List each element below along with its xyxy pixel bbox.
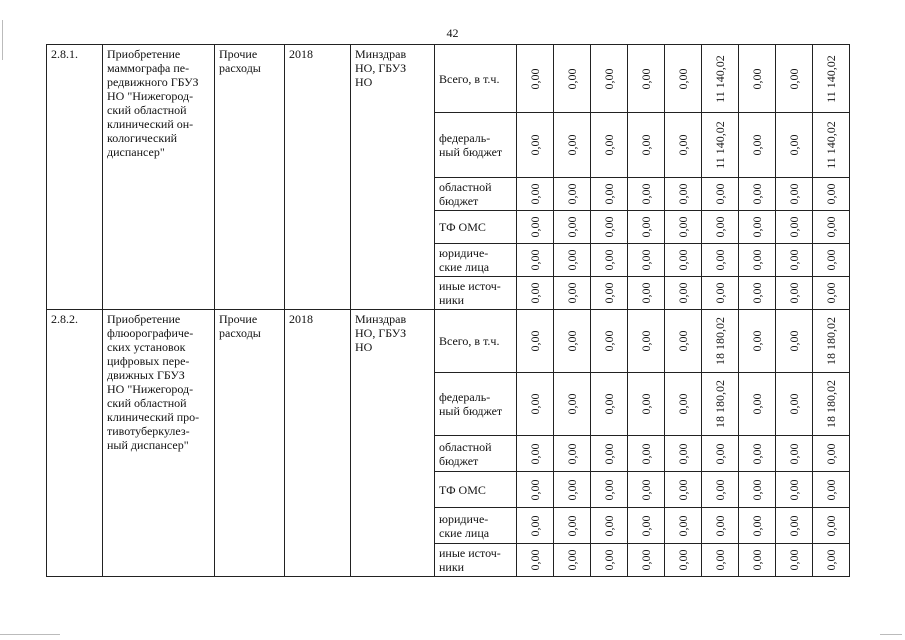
value-text: 0,00 xyxy=(602,216,616,238)
value-cell xyxy=(554,472,591,508)
value-text: 0,00 xyxy=(750,183,764,205)
value-text: 0,00 xyxy=(824,549,838,571)
item-name-line: движных ГБУЗ xyxy=(107,368,185,382)
value-cell xyxy=(517,113,554,178)
value-cell xyxy=(739,508,776,544)
funding-source-line: ники xyxy=(439,560,465,574)
value-text: 0,00 xyxy=(565,443,579,464)
executor-line: Минздрав xyxy=(355,47,407,61)
value-text: 0,00 xyxy=(750,249,764,271)
funding-source-line: федераль- xyxy=(439,131,491,145)
value-text: 0,00 xyxy=(528,249,542,271)
value-cell xyxy=(628,373,665,436)
value-cell xyxy=(628,178,665,211)
value-cell xyxy=(702,508,739,544)
value-cell xyxy=(739,472,776,508)
funding-source-line: бюджет xyxy=(439,194,479,208)
value-text: 0,00 xyxy=(750,549,764,571)
value-text: 11 140,02 xyxy=(713,54,727,103)
expense-type xyxy=(215,45,285,310)
executor-line: Минздрав xyxy=(355,312,407,326)
executor-line: НО xyxy=(355,340,373,354)
value-cell xyxy=(665,244,702,277)
value-text: 0,00 xyxy=(713,282,727,304)
value-cell xyxy=(665,373,702,436)
value-cell xyxy=(517,178,554,211)
funding-source-line: Всего, в т.ч. xyxy=(439,334,500,348)
value-cell xyxy=(554,178,591,211)
value-cell xyxy=(517,472,554,508)
value-text: 0,00 xyxy=(824,282,838,304)
value-text: 0,00 xyxy=(639,443,653,464)
funding-source-line: областной xyxy=(439,180,492,194)
value-text: 18 180,02 xyxy=(824,380,838,428)
value-text: 0,00 xyxy=(602,330,616,352)
funding-source-line: иные источ- xyxy=(439,546,501,560)
value-cell xyxy=(517,45,554,113)
value-cell xyxy=(702,211,739,244)
value-text: 0,00 xyxy=(787,479,801,500)
value-cell xyxy=(665,436,702,472)
value-text: 0,00 xyxy=(787,330,801,352)
value-text: 0,00 xyxy=(602,549,616,571)
funding-source xyxy=(435,211,517,244)
item-name-line: Приобретение xyxy=(107,47,181,61)
value-cell xyxy=(628,211,665,244)
value-cell xyxy=(628,472,665,508)
funding-source xyxy=(435,373,517,436)
funding-source-line: федераль- xyxy=(439,390,491,404)
value-text: 0,00 xyxy=(528,479,542,500)
value-text: 11 140,02 xyxy=(824,54,838,103)
value-text: 0,00 xyxy=(565,134,579,156)
value-text: 0,00 xyxy=(565,330,579,352)
value-text: 0,00 xyxy=(639,68,653,89)
value-cell xyxy=(665,508,702,544)
value-cell xyxy=(776,436,813,472)
value-text: 0,00 xyxy=(676,549,690,571)
value-text: 0,00 xyxy=(565,68,579,89)
item-name-line: ский областной xyxy=(107,396,187,410)
value-cell xyxy=(554,544,591,577)
value-text: 0,00 xyxy=(639,515,653,536)
value-text: 0,00 xyxy=(750,282,764,304)
value-cell xyxy=(628,45,665,113)
value-cell xyxy=(776,244,813,277)
item-name-line: цифровых пере- xyxy=(107,354,190,368)
value-text: 0,00 xyxy=(528,282,542,304)
value-cell xyxy=(739,113,776,178)
item-name-line: ский областной xyxy=(107,103,187,117)
value-cell xyxy=(739,211,776,244)
value-cell xyxy=(776,178,813,211)
value-cell xyxy=(776,472,813,508)
value-cell xyxy=(591,436,628,472)
value-cell xyxy=(517,244,554,277)
value-cell xyxy=(665,310,702,373)
item-number: 2.8.2. xyxy=(47,310,103,577)
value-cell xyxy=(591,244,628,277)
value-cell xyxy=(517,310,554,373)
item-name-line: ских установок xyxy=(107,340,186,354)
value-text: 0,00 xyxy=(565,216,579,238)
value-text: 0,00 xyxy=(713,479,727,500)
value-text: 0,00 xyxy=(639,282,653,304)
value-text: 0,00 xyxy=(713,443,727,464)
funding-source-line: ские лица xyxy=(439,525,490,540)
value-text: 0,00 xyxy=(824,183,838,205)
funding-source xyxy=(435,436,517,472)
value-cell xyxy=(517,211,554,244)
value-cell xyxy=(591,113,628,178)
value-text: 0,00 xyxy=(824,479,838,500)
value-cell xyxy=(628,244,665,277)
value-cell xyxy=(813,472,850,508)
value-text: 0,00 xyxy=(565,183,579,205)
value-cell xyxy=(665,113,702,178)
value-text: 0,00 xyxy=(713,249,727,271)
value-cell xyxy=(517,508,554,544)
value-text: 0,00 xyxy=(639,134,653,156)
value-text: 0,00 xyxy=(824,515,838,536)
value-cell xyxy=(628,310,665,373)
value-text: 0,00 xyxy=(565,249,579,271)
value-text: 0,00 xyxy=(676,443,690,464)
value-text: 0,00 xyxy=(602,282,616,304)
value-text: 0,00 xyxy=(787,249,801,271)
value-cell xyxy=(628,436,665,472)
value-cell xyxy=(813,45,850,113)
item-name-line: флюорографиче- xyxy=(107,326,194,340)
funding-source xyxy=(435,310,517,373)
funding-source-line: ТФ ОМС xyxy=(439,482,486,497)
expense-type-line: Прочие xyxy=(219,312,258,326)
value-cell xyxy=(776,373,813,436)
value-cell xyxy=(591,211,628,244)
item-year: 2018 xyxy=(285,310,351,577)
value-cell xyxy=(813,544,850,577)
value-cell xyxy=(628,508,665,544)
value-text: 0,00 xyxy=(787,216,801,238)
value-text: 0,00 xyxy=(787,443,801,464)
expense-type-line: расходы xyxy=(219,61,261,75)
value-cell xyxy=(813,178,850,211)
value-cell xyxy=(591,277,628,310)
value-text: 0,00 xyxy=(565,282,579,304)
funding-source xyxy=(435,277,517,310)
value-cell xyxy=(665,211,702,244)
value-cell xyxy=(702,113,739,178)
value-text: 0,00 xyxy=(528,134,542,156)
item-name-line: НО "Нижегород- xyxy=(107,89,194,103)
value-cell xyxy=(554,211,591,244)
value-cell xyxy=(702,45,739,113)
funding-source-line: иные источ- xyxy=(439,279,501,293)
value-text: 0,00 xyxy=(602,515,616,536)
item-name-line: НО "Нижегород- xyxy=(107,382,194,396)
table-row xyxy=(47,45,850,113)
funding-source-line: ный бюджет xyxy=(439,145,503,159)
value-cell xyxy=(554,508,591,544)
value-cell xyxy=(628,113,665,178)
value-text: 0,00 xyxy=(787,393,801,415)
funding-source xyxy=(435,472,517,508)
value-text: 0,00 xyxy=(676,515,690,536)
funding-source-line: Всего, в т.ч. xyxy=(439,71,500,86)
funding-source-line: областной xyxy=(439,439,492,454)
value-cell xyxy=(813,436,850,472)
item-name-line: редвижного ГБУЗ xyxy=(107,75,199,89)
value-cell xyxy=(591,373,628,436)
value-cell xyxy=(665,277,702,310)
value-text: 0,00 xyxy=(528,183,542,205)
value-cell xyxy=(702,178,739,211)
budget-table xyxy=(46,44,850,577)
value-cell xyxy=(628,277,665,310)
value-cell xyxy=(591,45,628,113)
value-cell xyxy=(739,178,776,211)
item-name-line: маммографа пе- xyxy=(107,61,190,75)
funding-source-line: ТФ ОМС xyxy=(439,220,486,234)
value-text: 0,00 xyxy=(528,443,542,464)
value-cell xyxy=(517,436,554,472)
value-cell xyxy=(776,211,813,244)
funding-source-line: ный бюджет xyxy=(439,404,503,418)
scan-artifact-line xyxy=(2,20,3,60)
scan-artifact-line xyxy=(880,634,902,635)
value-text: 0,00 xyxy=(528,216,542,238)
value-text: 0,00 xyxy=(787,68,801,89)
scan-artifact-line xyxy=(0,634,60,635)
value-text: 0,00 xyxy=(676,216,690,238)
value-text: 0,00 xyxy=(528,68,542,89)
expense-type-line: Прочие xyxy=(219,47,258,61)
value-text: 0,00 xyxy=(787,183,801,205)
item-name xyxy=(103,310,215,577)
value-text: 0,00 xyxy=(713,183,727,205)
value-cell xyxy=(776,508,813,544)
value-text: 0,00 xyxy=(750,134,764,156)
value-cell xyxy=(591,178,628,211)
value-cell xyxy=(813,310,850,373)
value-cell xyxy=(517,544,554,577)
value-text: 0,00 xyxy=(676,134,690,156)
value-text: 0,00 xyxy=(787,549,801,571)
value-cell xyxy=(554,373,591,436)
value-cell xyxy=(554,310,591,373)
value-text: 0,00 xyxy=(787,134,801,156)
executor xyxy=(351,45,435,310)
value-cell xyxy=(776,277,813,310)
executor-line: НО xyxy=(355,75,373,89)
executor-line: НО, ГБУЗ xyxy=(355,61,407,75)
value-cell xyxy=(554,45,591,113)
value-cell xyxy=(554,436,591,472)
value-text: 0,00 xyxy=(676,68,690,89)
value-cell xyxy=(591,310,628,373)
item-name-line: кологический xyxy=(107,131,178,145)
value-cell xyxy=(665,178,702,211)
value-cell xyxy=(702,544,739,577)
value-cell xyxy=(702,436,739,472)
value-cell xyxy=(813,113,850,178)
value-text: 0,00 xyxy=(602,443,616,464)
value-text: 0,00 xyxy=(787,515,801,536)
value-cell xyxy=(517,277,554,310)
value-cell xyxy=(665,45,702,113)
value-text: 0,00 xyxy=(676,282,690,304)
value-text: 18 180,02 xyxy=(824,317,838,365)
item-name xyxy=(103,45,215,310)
executor-line: НО, ГБУЗ xyxy=(355,326,407,340)
value-text: 0,00 xyxy=(750,515,764,536)
value-text: 0,00 xyxy=(639,479,653,500)
value-cell xyxy=(665,472,702,508)
value-text: 0,00 xyxy=(824,216,838,238)
expense-type-line: расходы xyxy=(219,326,261,340)
value-cell xyxy=(776,45,813,113)
value-text: 0,00 xyxy=(824,249,838,271)
value-text: 0,00 xyxy=(676,393,690,415)
value-cell xyxy=(776,544,813,577)
item-name-line: Приобретение xyxy=(107,312,181,326)
funding-source-line: юридиче- xyxy=(439,511,489,526)
value-cell xyxy=(702,373,739,436)
value-cell xyxy=(776,310,813,373)
value-text: 0,00 xyxy=(565,479,579,500)
value-text: 0,00 xyxy=(602,479,616,500)
value-text: 0,00 xyxy=(565,515,579,536)
value-text: 0,00 xyxy=(713,216,727,238)
value-text: 0,00 xyxy=(602,183,616,205)
item-name-line: тивотуберкулез- xyxy=(107,424,190,438)
value-text: 0,00 xyxy=(676,183,690,205)
value-cell xyxy=(591,544,628,577)
item-name-line: клинический он- xyxy=(107,117,194,131)
value-cell xyxy=(813,244,850,277)
value-cell xyxy=(813,373,850,436)
funding-source xyxy=(435,544,517,577)
value-text: 0,00 xyxy=(750,443,764,464)
item-name-line: клинический про- xyxy=(107,410,200,424)
value-text: 0,00 xyxy=(713,549,727,571)
value-cell xyxy=(554,244,591,277)
value-cell xyxy=(554,277,591,310)
funding-source-line: ские лица xyxy=(439,260,490,274)
value-cell xyxy=(776,113,813,178)
value-cell xyxy=(739,277,776,310)
value-text: 0,00 xyxy=(676,330,690,352)
value-cell xyxy=(702,472,739,508)
table-row xyxy=(47,310,850,373)
value-text: 0,00 xyxy=(713,515,727,536)
value-text: 0,00 xyxy=(602,249,616,271)
funding-source xyxy=(435,178,517,211)
value-text: 0,00 xyxy=(676,479,690,500)
value-text: 0,00 xyxy=(750,216,764,238)
value-cell xyxy=(739,544,776,577)
value-cell xyxy=(739,436,776,472)
value-text: 18 180,02 xyxy=(713,317,727,365)
value-text: 0,00 xyxy=(639,249,653,271)
value-cell xyxy=(591,508,628,544)
funding-source-line: юридиче- xyxy=(439,246,489,260)
value-text: 0,00 xyxy=(750,68,764,89)
value-cell xyxy=(813,277,850,310)
value-text: 0,00 xyxy=(676,249,690,271)
item-name-line: ный диспансер" xyxy=(107,438,189,452)
funding-source xyxy=(435,113,517,178)
executor xyxy=(351,310,435,577)
value-cell xyxy=(702,310,739,373)
page-number: 42 xyxy=(446,26,459,40)
value-cell xyxy=(702,244,739,277)
value-text: 11 140,02 xyxy=(713,121,727,169)
value-text: 0,00 xyxy=(602,393,616,415)
value-text: 0,00 xyxy=(824,443,838,464)
item-name-line: диспансер" xyxy=(107,145,165,159)
item-year: 2018 xyxy=(285,45,351,310)
item-number: 2.8.1. xyxy=(47,45,103,310)
value-cell xyxy=(739,244,776,277)
value-cell xyxy=(591,472,628,508)
value-text: 0,00 xyxy=(602,134,616,156)
value-text: 0,00 xyxy=(565,393,579,415)
value-text: 0,00 xyxy=(528,515,542,536)
value-text: 0,00 xyxy=(750,330,764,352)
value-text: 0,00 xyxy=(639,183,653,205)
value-text: 18 180,02 xyxy=(713,380,727,428)
value-text: 0,00 xyxy=(639,549,653,571)
value-cell xyxy=(665,544,702,577)
value-text: 0,00 xyxy=(528,549,542,571)
funding-source xyxy=(435,508,517,544)
value-text: 0,00 xyxy=(602,68,616,89)
funding-source-line: ники xyxy=(439,293,465,307)
value-cell xyxy=(813,508,850,544)
funding-source xyxy=(435,45,517,113)
value-cell xyxy=(702,277,739,310)
funding-source-line: бюджет xyxy=(439,453,479,468)
funding-source xyxy=(435,244,517,277)
value-cell xyxy=(517,373,554,436)
value-text: 0,00 xyxy=(565,549,579,571)
value-cell xyxy=(739,373,776,436)
value-text: 0,00 xyxy=(528,330,542,352)
value-cell xyxy=(628,544,665,577)
value-text: 0,00 xyxy=(528,393,542,415)
value-cell xyxy=(554,113,591,178)
value-text: 0,00 xyxy=(750,479,764,500)
value-cell xyxy=(739,310,776,373)
value-text: 0,00 xyxy=(639,393,653,415)
value-cell xyxy=(813,211,850,244)
value-text: 0,00 xyxy=(639,330,653,352)
value-text: 0,00 xyxy=(639,216,653,238)
value-cell xyxy=(739,45,776,113)
value-text: 11 140,02 xyxy=(824,121,838,169)
expense-type xyxy=(215,310,285,577)
value-text: 0,00 xyxy=(750,393,764,415)
value-text: 0,00 xyxy=(787,282,801,304)
